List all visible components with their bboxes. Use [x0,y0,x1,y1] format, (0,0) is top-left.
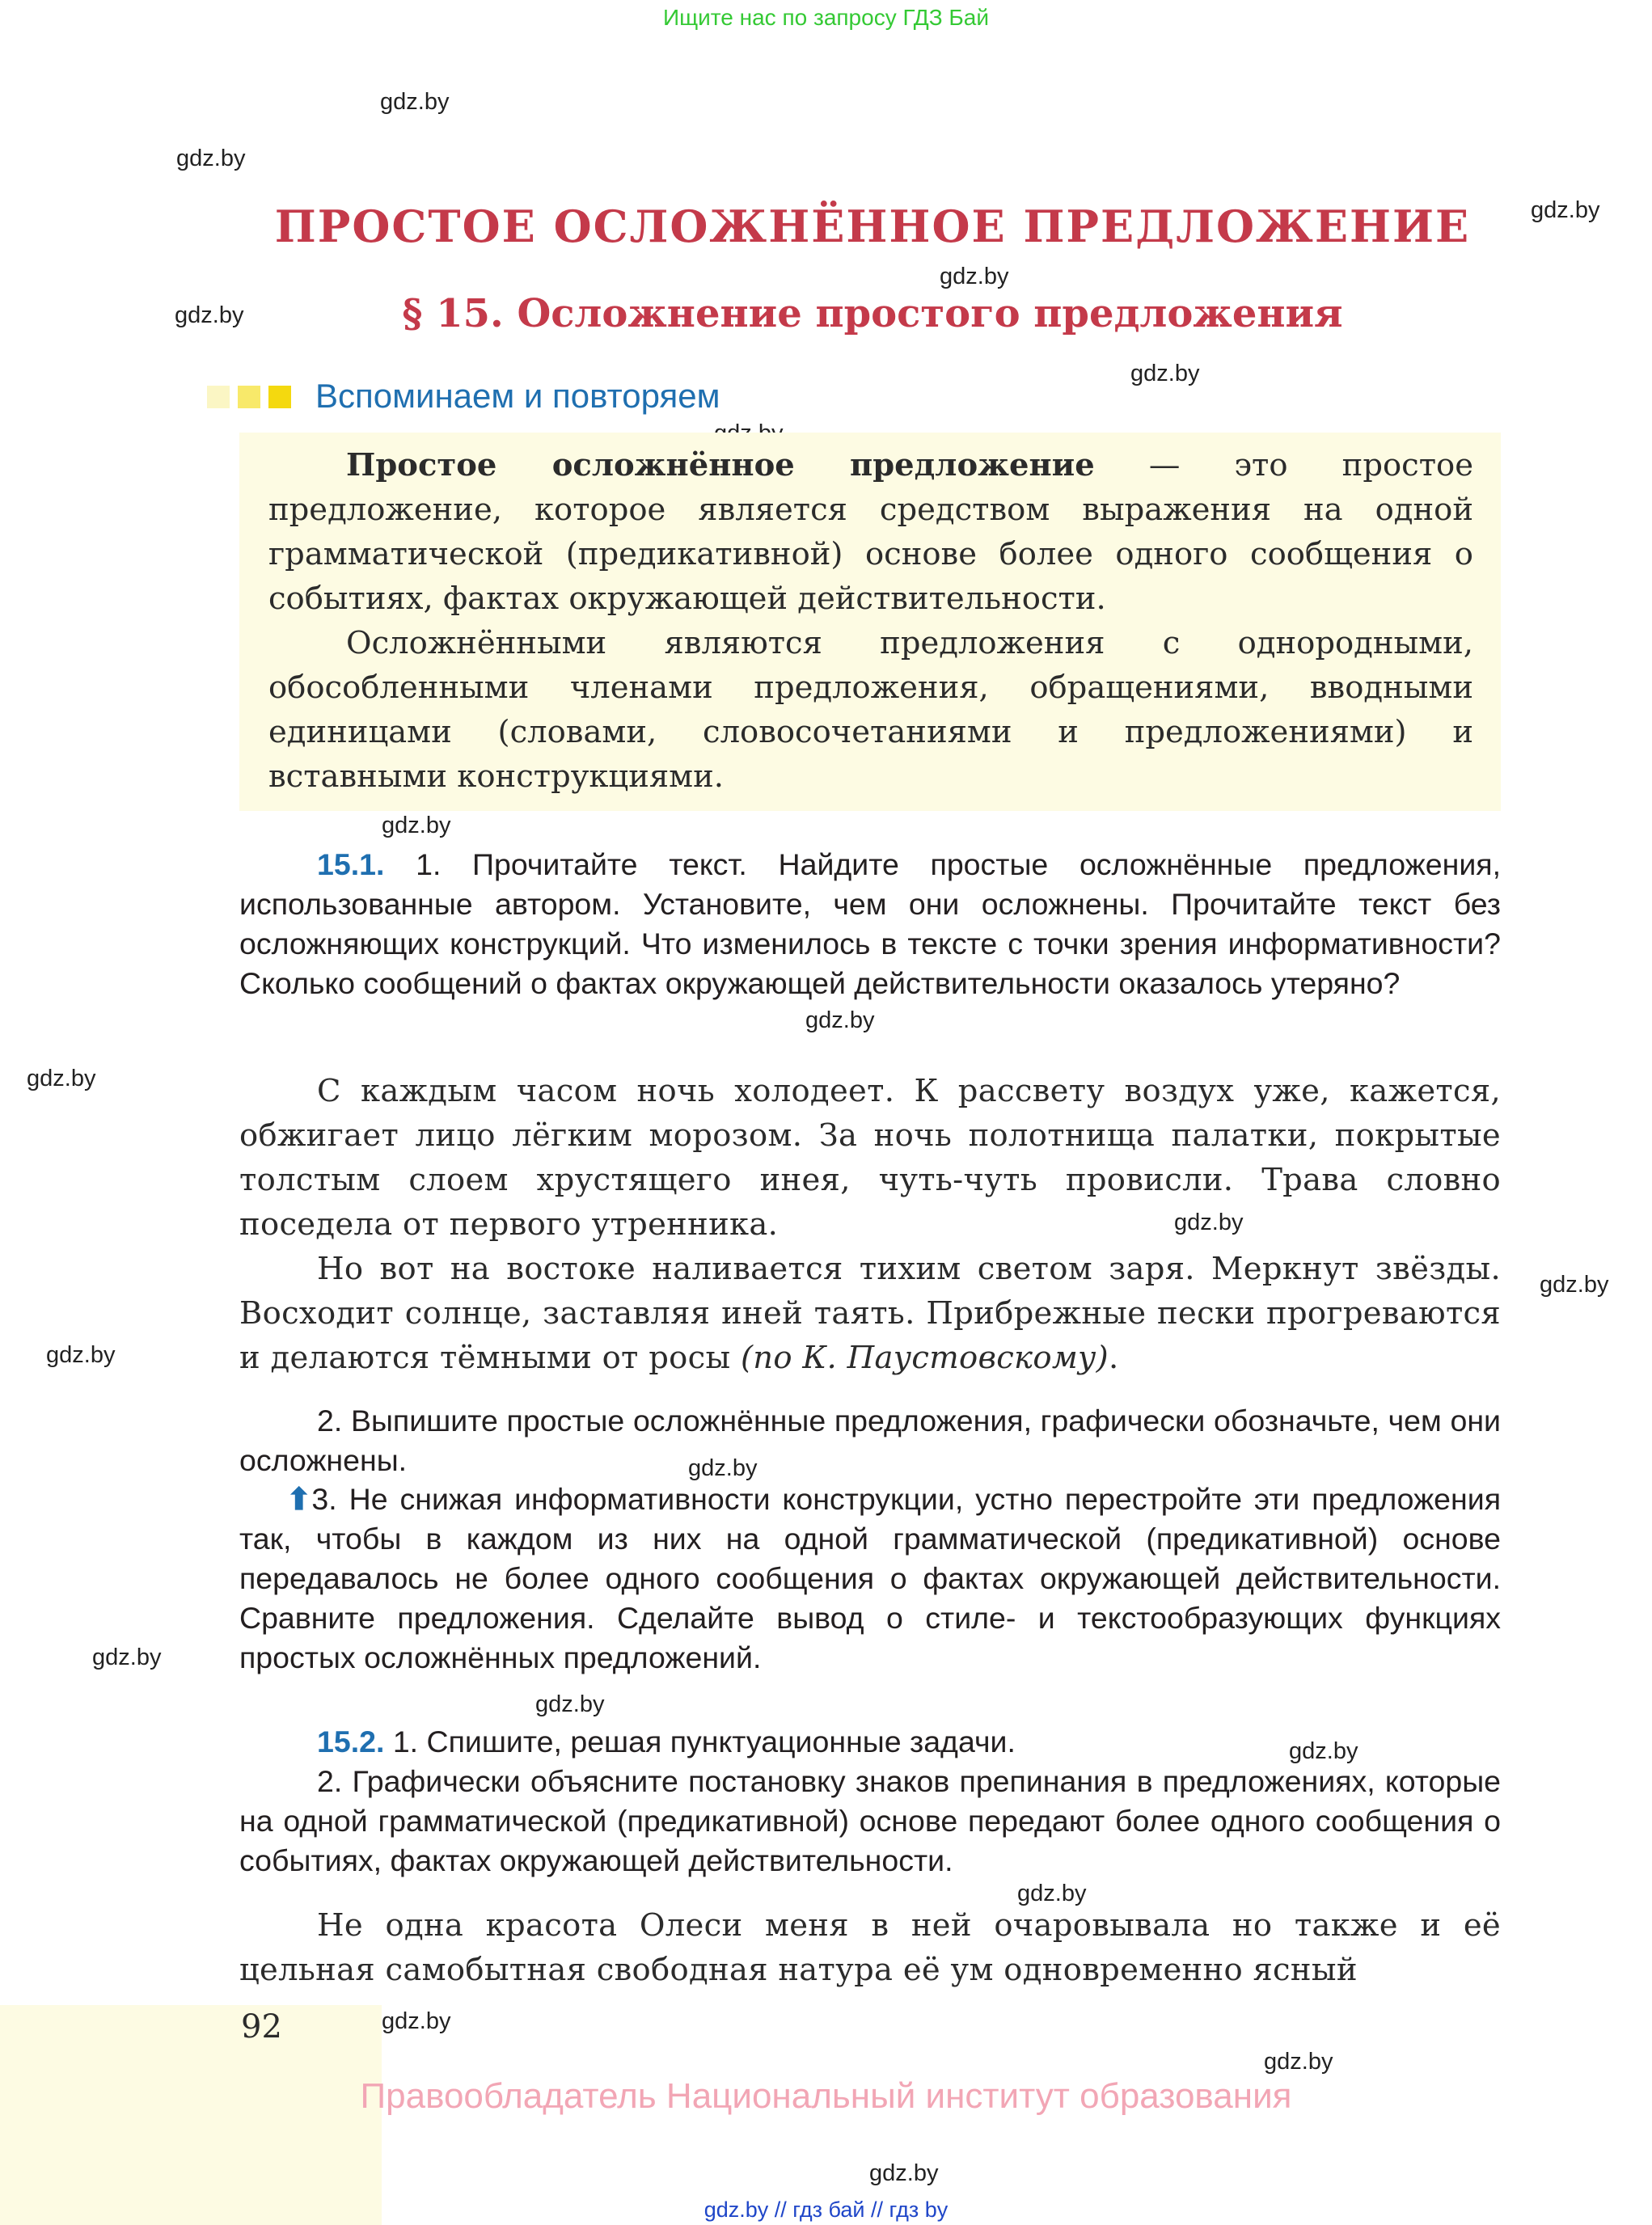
watermark: gdz.by [92,1644,162,1670]
exercise-15-1-task-2 [239,1401,1501,1480]
watermark: gdz.by [175,302,244,328]
arrow-up-icon: ⬆ [286,1482,312,1516]
definition-body-2: Осложнёнными являются предложения с однородными, обособленными членами предложения, обращениями, вводными единицами (словами, словосочетаниями и предложениями) и вставными конструкциями. [268,625,1473,795]
paragraph-title: § 15. Осложнение простого предложения [402,291,1343,336]
recall-heading: Вспоминаем и повторяем [315,377,720,415]
watermark: gdz.by [176,146,246,171]
watermark: gdz.by [382,813,451,838]
decor-square [207,386,230,408]
watermark: gdz.by [805,1007,875,1033]
definition-text [268,443,1473,799]
exercise-15-1-task-1 [239,845,1501,1003]
text-paragraph: Но вот на востоке наливается тихим светом заря. Меркнут звёзды. Восходит солнце, заставляя иней таять. Прибрежные пески прогреваются и делаются тёмными от росы [239,1251,1501,1376]
exercise-number: 15.2. [317,1725,385,1758]
task-text: 1. Спишите, решая пунктуационные задачи. [384,1725,1016,1758]
exercise-15-2-tasks [239,1722,1501,1881]
top-banner[interactable]: Ищите нас по запросу ГДЗ Бай [662,5,990,30]
task-text: 3. Не снижая информативности конструкции, устно перестройте эти предложения так, чтобы в каждом из них на одной грамматической (предикативной) основе передавалось не более одного сообщения о фактах окружающей действительности. Сравните предложения. Сделайте вывод о стиле- и текстообразующих функциях простых осложнённых предложений. [239,1482,1501,1674]
page-number: 92 [241,2008,282,2046]
decor-square [238,386,260,408]
definition-term: Простое осложнённое предложение [346,447,1095,483]
watermark: gdz.by [1017,1881,1087,1906]
watermark: gdz.by [688,1455,758,1481]
text-end: . [1109,1340,1119,1376]
watermark: gdz.by [380,89,450,115]
task-text: 1. Прочитайте текст. Найдите простые осложнённые предложения, использованные автором. Установите, чем они осложнены. Прочитайте текст без осложняющих конструкций. Что изменилось в тексте с точки зрения информативности? Сколько сообщений о фактах окружающей действительности оказалось утеряно? [239,847,1501,1000]
watermark: gdz.by [1264,2049,1333,2075]
exercise-15-2-text [239,1903,1501,1992]
watermark: gdz.by [27,1066,96,1091]
watermark: gdz.by [869,2160,939,2186]
rights-holder: Правообладатель Национальный институт образования [360,2076,1292,2116]
definition-body: — это простое предложение, которое является средством выражения на одной грамматической (предикативной) основе более одного сообщения о событиях, фактах окружающей действительности. [268,447,1473,617]
exercise-15-1-text [239,1069,1501,1380]
watermark: gdz.by [940,264,1009,289]
task-text: 2. Графически объясните постановку знаков препинания в предложениях, которые на одной грамматической (предикативной) основе передают более одного сообщения о событиях, фактах окружающей действительности. [239,1764,1501,1877]
watermark: gdz.by [535,1691,605,1717]
watermark: gdz.by [382,2008,451,2034]
footer-links[interactable]: gdz.by // гдз бай // гдз by [703,2198,949,2222]
text-paragraph: С каждым часом ночь холодеет. К рассвету воздух уже, кажется, обжигает лицо лёгким морозом. За ночь полотнища палатки, покрытые толстым слоем хрустящего инея, чуть-чуть провисли. Трава словно поседела от первого утренника. [239,1073,1501,1243]
watermark: gdz.by [1174,1210,1244,1235]
decor-square [268,386,291,408]
watermark: gdz.by [1540,1272,1609,1298]
text-paragraph: Не одна красота Олеси меня в ней очаровывала но также и её цельная самобытная свободная натура её ум одновременно ясный [239,1907,1501,1988]
task-text: 2. Выпишите простые осложнённые предложения, графически обозначьте, чем они осложнены. [239,1404,1501,1477]
source-attribution: (по К. Паустовскому) [740,1340,1109,1376]
watermark: gdz.by [1531,197,1600,223]
watermark: gdz.by [46,1342,116,1368]
exercise-15-1-task-3 [239,1480,1501,1678]
watermark: gdz.by [1289,1738,1358,1764]
watermark: gdz.by [1130,361,1200,386]
section-title: ПРОСТОЕ ОСЛОЖНЁННОЕ ПРЕДЛОЖЕНИЕ [274,201,1471,252]
exercise-number: 15.1. [317,847,385,881]
